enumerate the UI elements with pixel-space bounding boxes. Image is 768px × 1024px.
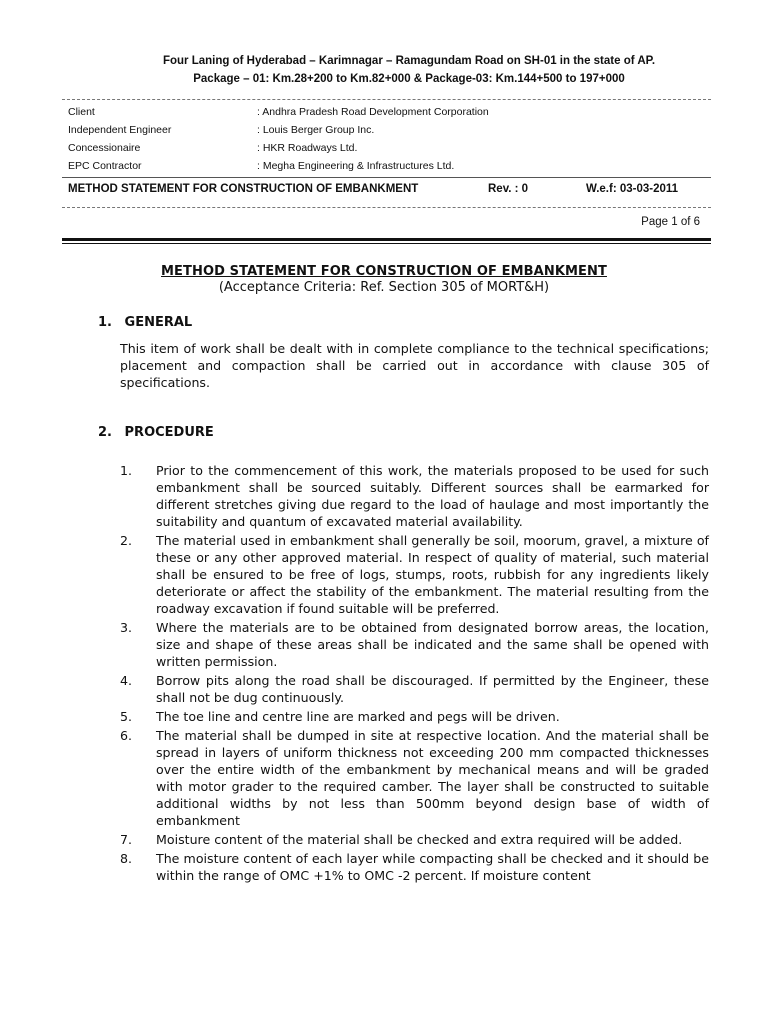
info-label: Client	[68, 106, 95, 118]
list-item	[120, 831, 709, 848]
general-paragraph: This item of work shall be dealt with in complete compliance to the technical specifications; placement and compaction shall be carried out in accordance with clause 305 of specifications.	[120, 341, 709, 390]
procedure-list	[120, 462, 709, 886]
list-item-text: The material used in embankment shall generally be soil, moorum, gravel, a mixture of these or any other approved material. In respect of quality of material, such material shall be ensured to be free of logs, stumps, roots, rubbish for any ingredients likely deteriorate or affect the stability of the embankment. The material resulting from the roadway excavation if found suitable will be preferred.	[156, 533, 709, 616]
document-title: METHOD STATEMENT FOR CONSTRUCTION OF EMBANKMENT	[68, 183, 419, 195]
meta-divider	[62, 207, 711, 208]
info-label: Concessionaire	[68, 142, 141, 154]
header-rule-thin	[62, 243, 711, 244]
list-item	[120, 672, 709, 706]
list-item	[120, 727, 709, 829]
list-item-number: 2.	[120, 533, 133, 548]
info-row-independent-engineer	[68, 122, 489, 140]
body-subtitle: (Acceptance Criteria: Ref. Section 305 of MORT&H)	[218, 280, 550, 295]
info-row-concessionaire	[68, 140, 489, 158]
section-number: 1.	[98, 315, 112, 330]
info-value: : Louis Berger Group Inc.	[257, 124, 375, 136]
list-item-text: Moisture content of the material shall be checked and extra required will be added.	[156, 832, 683, 847]
project-header-line-1: Four Laning of Hyderabad – Karimnagar – Ramagundam Road on SH-01 in the state of AP.	[162, 55, 656, 67]
section-title: GENERAL	[124, 315, 193, 330]
info-row-client	[68, 104, 489, 122]
info-label: Independent Engineer	[68, 124, 172, 136]
list-item-number: 3.	[120, 620, 133, 635]
project-header-line-2: Package – 01: Km.28+200 to Km.82+000 & Package-03: Km.144+500 to 197+000	[193, 73, 625, 85]
list-item-text: Borrow pits along the road shall be discouraged. If permitted by the Engineer, these shall not be dug continuously.	[156, 673, 709, 705]
list-item-text: The moisture content of each layer while compacting shall be checked and it should be within the range of OMC +1% to OMC -2 percent. If moisture content	[156, 851, 709, 883]
list-item	[120, 619, 709, 670]
page-number: Page 1 of 6	[641, 216, 700, 228]
info-value: : Megha Engineering & Infrastructures Ltd.	[257, 160, 455, 172]
section-number: 2.	[98, 425, 112, 440]
info-label: EPC Contractor	[68, 160, 142, 172]
revision-number: Rev. : 0	[488, 183, 529, 195]
list-item-number: 7.	[120, 832, 133, 847]
list-item	[120, 462, 709, 530]
list-item-text: Prior to the commencement of this work, the materials proposed to be used for such embankment shall be sourced suitably. Different sources shall be earmarked for different stretches giving due regard to the load of haulage and most importantly the suitability and quantum of excavated material availability.	[156, 463, 709, 529]
header-divider	[62, 99, 711, 100]
info-row-epc-contractor	[68, 158, 489, 176]
body-title: METHOD STATEMENT FOR CONSTRUCTION OF EMBANKMENT	[161, 264, 607, 279]
section-heading-general	[98, 315, 192, 330]
info-value: : Andhra Pradesh Road Development Corporation	[257, 106, 489, 118]
project-info-table	[68, 104, 489, 176]
effective-date: W.e.f: 03-03-2011	[586, 183, 679, 195]
list-item-number: 5.	[120, 709, 133, 724]
list-item-number: 1.	[120, 463, 133, 478]
list-item	[120, 532, 709, 617]
header-rule-thick	[62, 238, 711, 241]
list-item-number: 8.	[120, 851, 133, 866]
info-value: : HKR Roadways Ltd.	[257, 142, 358, 154]
info-divider	[62, 177, 711, 178]
list-item-text: The material shall be dumped in site at respective location. And the material shall be spread in layers of uniform thickness not exceeding 200 mm compacted thicknesses over the entire width of the embankment by mechanical means and will be graded with motor grader to the required camber. The layer shall be constructed to suitable additional widths by not less than 500mm beyond design base of width of embankment	[156, 728, 709, 828]
section-title: PROCEDURE	[124, 425, 214, 440]
list-item-text: Where the materials are to be obtained from designated borrow areas, the location, size and shape of these areas shall be indicated and the same shall be opened with written permission.	[156, 620, 709, 669]
list-item-number: 6.	[120, 728, 133, 743]
list-item-number: 4.	[120, 673, 133, 688]
list-item-text: The toe line and centre line are marked and pegs will be driven.	[156, 709, 560, 724]
list-item	[120, 708, 709, 725]
list-item	[120, 850, 709, 884]
section-heading-procedure	[98, 425, 214, 440]
